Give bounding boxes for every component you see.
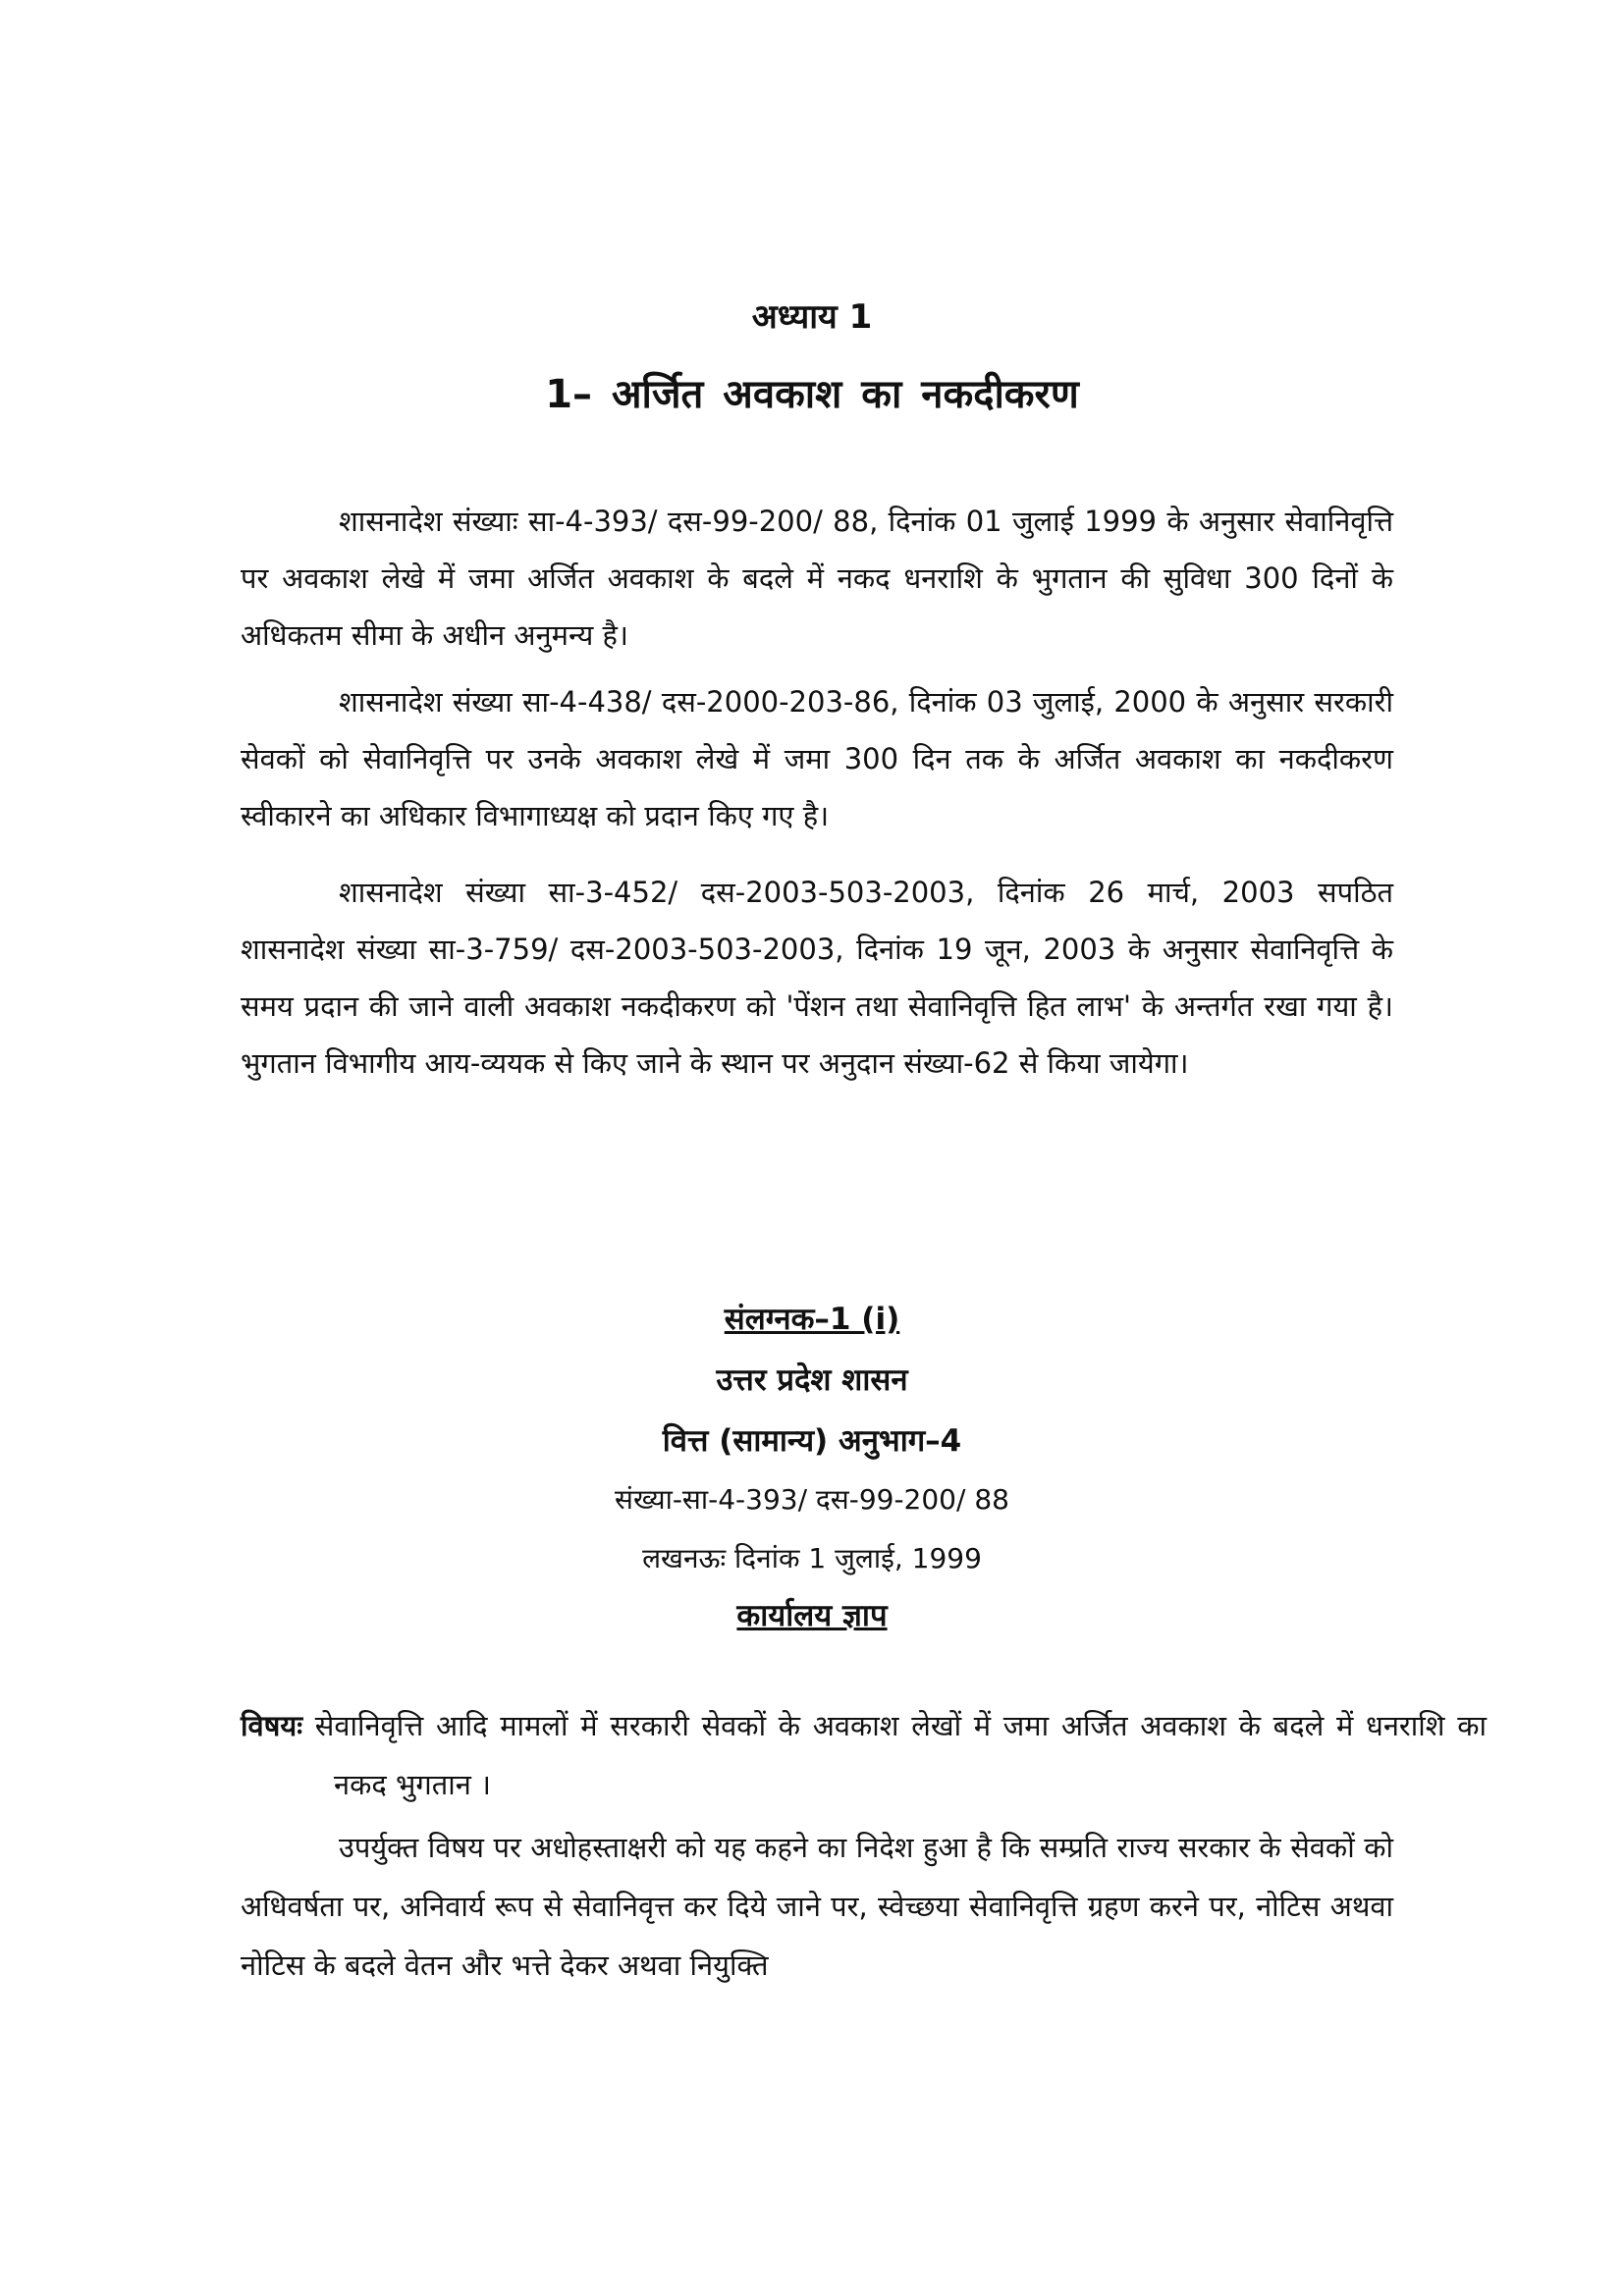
chapter-title: 1– अर्जित अवकाश का नकदीकरण bbox=[545, 372, 1079, 417]
subject-label: विषयः bbox=[241, 1709, 303, 1742]
department-name: वित्त (सामान्य) अनुभाग–4 bbox=[662, 1423, 962, 1459]
government-name: उत्तर प्रदेश शासन bbox=[716, 1362, 908, 1398]
paragraph-3: शासनादेश संख्या सा-3-452/ दस-2003-503-2003, दिनांक 26 मार्च, 2003 सपठित शासनादेश संख्या सा-3-759/ दस-2003-503-2003, दिनांक 19 जून, 2003 के अनुसार सेवानिवृत्ति के समय प्रदान की जाने वाली अवकाश नकदीकरण को 'पेंशन तथा सेवानिवृत्ति हित लाभ' के अन्तर्गत रखा गया है। भुगतान विभागीय आय-व्ययक से किए जाने के स्थान पर अनुदान संख्या-62 से किया जायेगा। bbox=[241, 876, 1393, 1080]
memo-title: कार्यालय ज्ञाप bbox=[736, 1598, 888, 1633]
annexure-label: संलग्नक–1 (i) bbox=[724, 1302, 900, 1337]
paragraph-2: शासनादेश संख्या सा-4-438/ दस-2000-203-86, दिनांक 03 जुलाई, 2000 के अनुसार सरकारी सेवकों को सेवानिवृत्ति पर उनके अवकाश लेखे में जमा 300 दिन तक के अर्जित अवकाश का नकदीकरण स्वीकारने का अधिकार विभागाध्यक्ष को प्रदान किए गए है। bbox=[241, 685, 1393, 832]
reference-number: संख्या-सा-4-393/ दस-99-200/ 88 bbox=[615, 1483, 1009, 1516]
chapter-number: अध्याय 1 bbox=[751, 297, 873, 337]
place-date: लखनऊः दिनांक 1 जुलाई, 1999 bbox=[642, 1542, 982, 1575]
subject-block bbox=[241, 1696, 1487, 1814]
subject-text: सेवानिवृत्ति आदि मामलों में सरकारी सेवकों के अवकाश लेखों में जमा अर्जित अवकाश के बदले में धनराशि का नकद भुगतान । bbox=[314, 1709, 1487, 1801]
paragraph-1: शासनादेश संख्याः सा-4-393/ दस-99-200/ 88, दिनांक 01 जुलाई 1999 के अनुसार सेवानिवृत्ति पर अवकाश लेखे में जमा अर्जित अवकाश के बदले में नकद धनराशि के भुगतान की सुविधा 300 दिनों के अधिकतम सीमा के अधीन अनुमन्य है। bbox=[241, 505, 1393, 652]
memo-body: उपर्युक्त विषय पर अधोहस्ताक्षरी को यह कहने का निदेश हुआ है कि सम्प्रति राज्य सरकार के सेवकों को अधिवर्षता पर, अनिवार्य रूप से सेवानिवृत्त कर दिये जाने पर, स्वेच्छया सेवानिवृत्ति ग्रहण करने पर, नोटिस अथवा नोटिस के बदले वेतन और भत्ते देकर अथवा नियुक्ति bbox=[241, 1831, 1393, 1982]
